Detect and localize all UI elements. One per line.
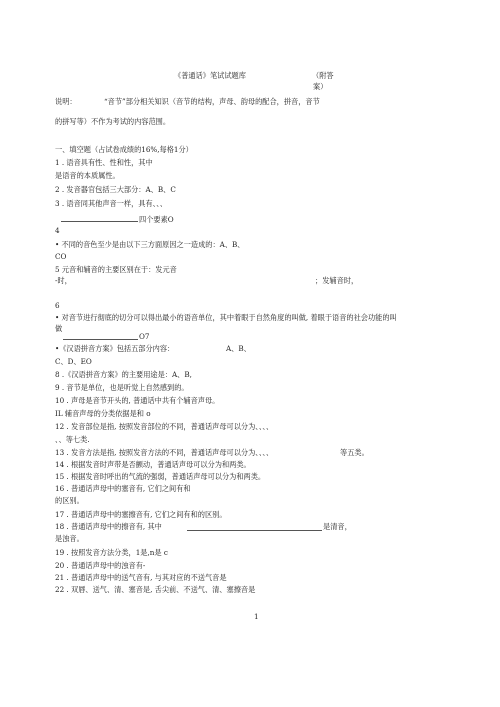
question-line: C、D、EO [55, 357, 92, 366]
question-line: 13 . 发音方法是指, 按照发音方法的不同，普通话声母可以分为、、、、 [55, 448, 274, 457]
question-line: 17 . 普通话声母中的塞擦音有, 它们之间有和的区别。 [55, 510, 227, 519]
question-number: 6 [55, 301, 60, 310]
question-line: -时， [55, 276, 72, 285]
question-line: 3 . 语音同其他声音一样，具有、、、 [55, 199, 168, 208]
question-line: 四个要素O [139, 215, 174, 224]
question-line: O7 [139, 332, 150, 341]
question-line: 1 . 语音具有性、性和性，其中 [55, 158, 153, 167]
intro-label: 说明： [55, 97, 77, 106]
question-line: IL 辅音声母的分类依据是和 o [55, 409, 151, 418]
document-title: 《普通话》笔试试题库 [174, 71, 246, 80]
question-line: 2 . 发音器官包括三大部分：A、B、C [55, 185, 176, 194]
question-line: 18 . 普通话声母中的擦音有, 其中 [55, 522, 162, 531]
question-line: 是浊音。 [55, 534, 84, 543]
answer-blank [187, 530, 322, 531]
question-line: ；发辅音时， [315, 276, 359, 285]
page-number: 1 [254, 612, 259, 621]
question-line: 是清音， [323, 522, 352, 531]
question-line: 5 元音和辅音的主要区别在于：发元音 [55, 265, 177, 274]
question-line: 12 . 发音部位是指, 按照发音部位的不同，普通话声母可以分为、、、、 [55, 422, 274, 431]
answer-blank [63, 339, 138, 340]
question-line: 9 . 音节是单位，也是听觉上自然感到的。 [55, 383, 189, 392]
question-line: •《汉语拼音方案》包括五部分内容： [55, 344, 175, 353]
question-line: 14 . 根据发音时声带是否颤动，普通话声母可以分为和两类。 [55, 460, 251, 469]
question-line: A、B、 [226, 344, 251, 353]
appendix-note: （附答 [312, 71, 334, 80]
question-line: 10 . 声母是音节开头的, 普通话中共有个辅音声母。 [55, 396, 220, 405]
appendix-note-close: 案） [313, 82, 328, 91]
question-line: 、、等七类. [55, 435, 90, 444]
question-number: 4 [55, 226, 60, 235]
intro-text-line2: 的拼写等）不作为考试的内容范围。 [55, 117, 171, 126]
question-line: 做 [55, 324, 63, 333]
question-line: 15 . 根据发音时呼出的气流的强弱，普通话声母可以分为和两类。 [55, 472, 266, 481]
question-line: 是语音的本质属性。 [55, 171, 120, 180]
question-line: 22 . 双唇、送气、清、塞音是, 舌尖前、不送气、清、塞擦音是 [55, 585, 256, 594]
question-line: CO [55, 252, 67, 261]
question-line: 21 . 普通话声母中的送气音有, 与其对应的不送气音是 [55, 573, 227, 582]
question-line: 16 . 普通话声母中的塞音有, 它们之间有和 [55, 484, 191, 493]
question-line: • 对音节进行彻底的切分可以得出最小的语音单位，其中着眼于自然角度的叫做, 着眼于语音的社会功能的叫 [55, 313, 397, 322]
question-line: • 不同的音色至少是由以下三方面原因之一造成的：A、B、 [55, 240, 245, 249]
question-line: 20 . 普通话声母中的浊音有- [55, 561, 146, 570]
question-line: 8 .《汉语拼音方案》的主要用途是：A、B, [55, 370, 192, 379]
question-line: 19 . 按照发音方法分类，1是,n是 c [55, 548, 168, 557]
section-heading: 一、填空题（占试卷成绩的16%,每格1分） [55, 145, 193, 154]
answer-blank [61, 221, 138, 222]
intro-text-line1: “音节”部分相关知识（音节的结构，声母、韵母的配合，拼音，音节 [104, 97, 320, 106]
question-line: 等五类。 [340, 448, 369, 457]
question-line: 的区别。 [55, 496, 84, 505]
